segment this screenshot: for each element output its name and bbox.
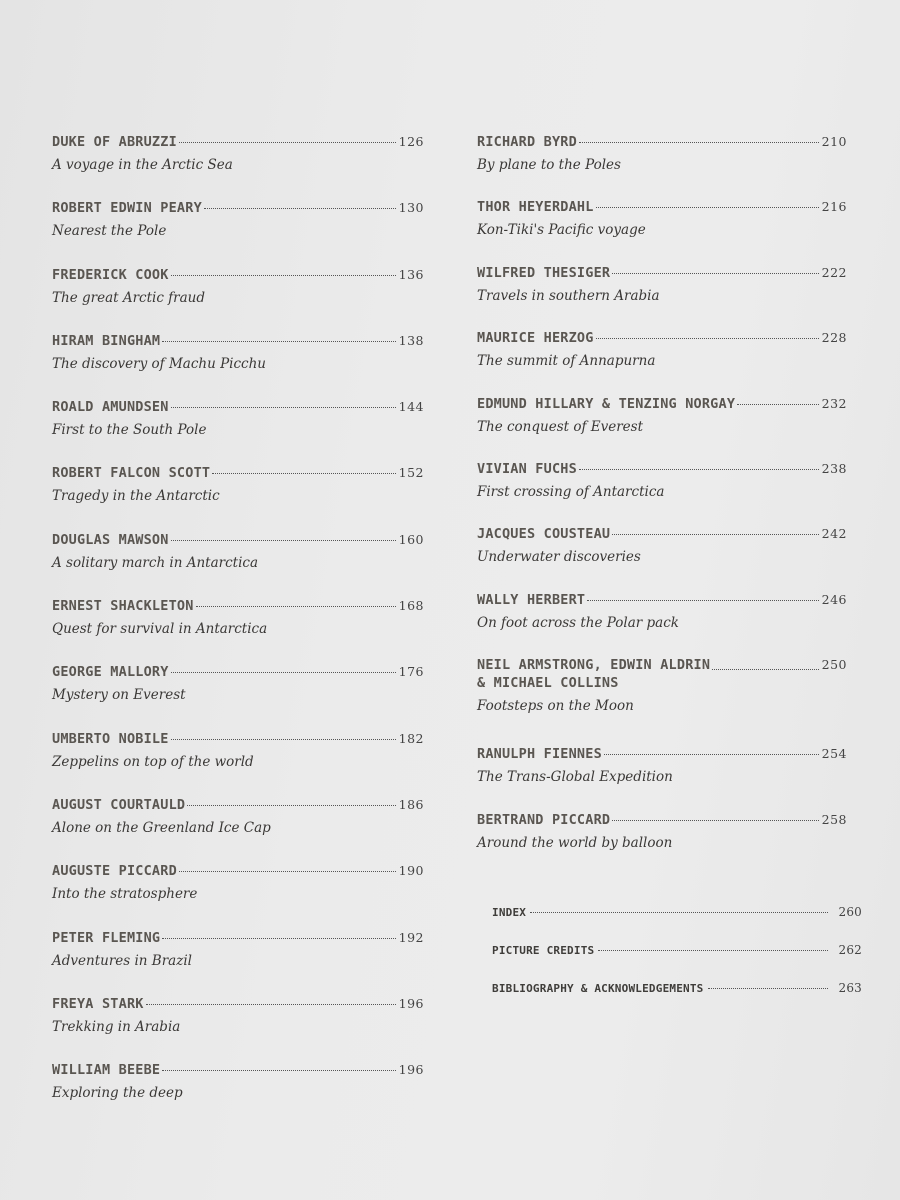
entry-name: ROALD AMUNDSEN — [52, 399, 169, 416]
toc-entry — [52, 199, 424, 265]
entry-name: FREYA STARK — [52, 995, 144, 1012]
dot-leader — [579, 142, 819, 143]
dot-leader — [171, 407, 396, 408]
page-number: 138 — [398, 332, 424, 348]
entry-name: ROBERT FALCON SCOTT — [52, 465, 211, 482]
dot-leader — [587, 600, 818, 601]
toc-entry — [477, 745, 847, 810]
entry-name: DUKE OF ABRUZZI — [52, 134, 177, 150]
page-number: 228 — [821, 330, 847, 346]
toc-entry — [477, 656, 847, 745]
entry-subtitle: Travels in southern Arabia — [477, 287, 660, 304]
entry-name: WILFRED THESIGER — [477, 264, 611, 281]
page-number: 176 — [398, 664, 424, 680]
dot-leader — [596, 338, 819, 339]
toc-entry — [52, 332, 424, 398]
dot-leader — [162, 1070, 395, 1071]
dot-leader — [612, 273, 818, 274]
toc-entry — [477, 460, 847, 525]
page-number: 210 — [821, 134, 847, 149]
dot-leader — [530, 912, 828, 913]
toc-entry — [52, 862, 424, 928]
page-number: 186 — [398, 796, 424, 812]
page-number: 258 — [821, 811, 847, 827]
dot-leader — [196, 606, 396, 607]
entry-subtitle: Adventures in Brazil — [52, 952, 192, 969]
dot-leader — [146, 1004, 396, 1005]
dot-leader — [171, 672, 396, 673]
page-number: 192 — [398, 929, 424, 945]
entry-name: RICHARD BYRD — [477, 134, 577, 150]
entry-name: ERNEST SHACKLETON — [52, 598, 194, 615]
toc-entry — [477, 525, 847, 590]
entry-subtitle: A voyage in the Arctic Sea — [52, 157, 233, 173]
back-matter-list — [492, 905, 862, 1019]
entry-name: GEORGE MALLORY — [52, 664, 169, 681]
dot-leader — [579, 469, 819, 470]
toc-entry — [52, 929, 424, 995]
entry-subtitle: A solitary march in Antarctica — [52, 554, 259, 571]
dot-leader — [179, 142, 396, 143]
toc-entry — [52, 1061, 424, 1127]
dot-leader — [612, 820, 818, 821]
entry-name: EDMUND HILLARY & TENZING NORGAY — [477, 395, 736, 412]
entry-name: FREDERICK COOK — [52, 266, 169, 283]
page-number: 260 — [838, 905, 862, 919]
entry-name: BERTRAND PICCARD — [477, 811, 611, 828]
page-number: 196 — [398, 1062, 424, 1078]
toc-entry — [52, 133, 424, 199]
entry-subtitle: Tragedy in the Antarctic — [52, 488, 220, 505]
back-matter-entry — [492, 981, 862, 1019]
toc-entry — [52, 597, 424, 663]
toc-entry — [52, 796, 424, 862]
toc-entry — [52, 398, 424, 464]
dot-leader — [604, 754, 819, 755]
page-number: 190 — [398, 863, 424, 879]
entry-subtitle: The discovery of Machu Picchu — [52, 355, 266, 372]
entry-subtitle: First crossing of Antarctica — [477, 483, 665, 500]
entry-subtitle: The great Arctic fraud — [52, 289, 206, 306]
entry-name: WILLIAM BEEBE — [52, 1062, 161, 1079]
dot-leader — [162, 938, 395, 939]
entry-subtitle: Footsteps on the Moon — [477, 698, 634, 715]
entry-subtitle: Quest for survival in Antarctica — [52, 621, 268, 638]
toc-entry — [52, 464, 424, 530]
entry-name: NEIL ARMSTRONG, EDWIN ALDRIN & MICHAEL COLLINS — [477, 657, 711, 692]
dot-leader — [212, 473, 395, 474]
entry-subtitle: Trekking in Arabia — [52, 1018, 181, 1035]
dot-leader — [596, 207, 819, 208]
entry-name: PETER FLEMING — [52, 929, 161, 946]
entry-subtitle: Underwater discoveries — [477, 549, 641, 566]
dot-leader — [179, 871, 396, 872]
page-number: 136 — [398, 266, 424, 282]
page-number: 262 — [838, 943, 862, 957]
page-number: 222 — [821, 264, 847, 280]
dot-leader — [708, 988, 829, 989]
entry-subtitle: Alone on the Greenland Ice Cap — [52, 819, 271, 836]
back-matter-entry — [492, 905, 862, 943]
page-number: 130 — [398, 200, 424, 216]
toc-entry — [477, 329, 847, 394]
dot-leader — [204, 208, 396, 209]
dot-leader — [171, 540, 396, 541]
page-number: 232 — [821, 395, 847, 411]
entry-subtitle: Exploring the deep — [52, 1085, 183, 1102]
page-number: 196 — [398, 995, 424, 1011]
dot-leader — [162, 341, 395, 342]
dot-leader — [171, 275, 396, 276]
page-number: 160 — [398, 531, 424, 547]
page-number: 254 — [821, 746, 847, 762]
entry-name: INDEX — [492, 906, 527, 919]
page-number: 250 — [821, 657, 847, 673]
page-number: 168 — [398, 598, 424, 614]
back-matter-entry — [492, 943, 862, 981]
toc-entry — [52, 531, 424, 597]
toc-right-column — [477, 133, 847, 876]
toc-entry — [52, 266, 424, 332]
page-number: 126 — [398, 134, 424, 149]
toc-entry — [477, 264, 847, 329]
toc-entry — [477, 133, 847, 198]
entry-subtitle: The Trans-Global Expedition — [477, 769, 673, 786]
entry-name: BIBLIOGRAPHY & ACKNOWLEDGEMENTS — [492, 982, 704, 995]
entry-name: MAURICE HERZOG — [477, 330, 594, 347]
entry-subtitle: Kon-Tiki's Pacific voyage — [477, 222, 646, 239]
entry-name: AUGUSTE PICCARD — [52, 863, 177, 880]
page-number: 242 — [821, 526, 847, 542]
page-number: 152 — [398, 465, 424, 481]
dot-leader — [712, 669, 818, 670]
entry-subtitle: Mystery on Everest — [52, 687, 186, 704]
entry-subtitle: On foot across the Polar pack — [477, 614, 679, 631]
page-number: 263 — [838, 981, 862, 995]
entry-subtitle: The conquest of Everest — [477, 418, 644, 435]
entry-name: WALLY HERBERT — [477, 591, 586, 608]
entry-subtitle: Nearest the Pole — [52, 223, 167, 240]
toc-entry — [477, 395, 847, 460]
entry-name: UMBERTO NOBILE — [52, 730, 169, 747]
entry-subtitle: The summit of Annapurna — [477, 353, 656, 370]
entry-subtitle: Around the world by balloon — [477, 834, 673, 851]
entry-subtitle: First to the South Pole — [52, 422, 207, 439]
toc-entry — [52, 730, 424, 796]
dot-leader — [171, 739, 396, 740]
entry-subtitle: By plane to the Poles — [477, 157, 621, 173]
dot-leader — [737, 404, 818, 405]
entry-name: JACQUES COUSTEAU — [477, 526, 611, 543]
entry-name: AUGUST COURTAULD — [52, 796, 186, 813]
toc-entry — [477, 198, 847, 263]
toc-entry — [477, 811, 847, 876]
entry-name: HIRAM BINGHAM — [52, 332, 161, 349]
page-number: 144 — [398, 399, 424, 415]
page-number: 246 — [821, 591, 847, 607]
toc-entry — [52, 663, 424, 729]
entry-name: PICTURE CREDITS — [492, 944, 595, 957]
entry-name: ROBERT EDWIN PEARY — [52, 200, 202, 217]
toc-entry — [477, 591, 847, 656]
dot-leader — [598, 950, 828, 951]
entry-subtitle: Into the stratosphere — [52, 886, 198, 903]
entry-subtitle: Zeppelins on top of the world — [52, 753, 254, 770]
page-number: 238 — [821, 460, 847, 476]
page-number: 216 — [821, 199, 847, 215]
entry-name: VIVIAN FUCHS — [477, 460, 577, 477]
page-number: 182 — [398, 730, 424, 746]
toc-entry — [52, 995, 424, 1061]
entry-name: RANULPH FIENNES — [477, 746, 602, 763]
toc-left-column — [52, 133, 424, 1127]
entry-name: DOUGLAS MAWSON — [52, 531, 169, 548]
dot-leader — [187, 805, 395, 806]
dot-leader — [612, 534, 818, 535]
entry-name: THOR HEYERDAHL — [477, 199, 594, 216]
